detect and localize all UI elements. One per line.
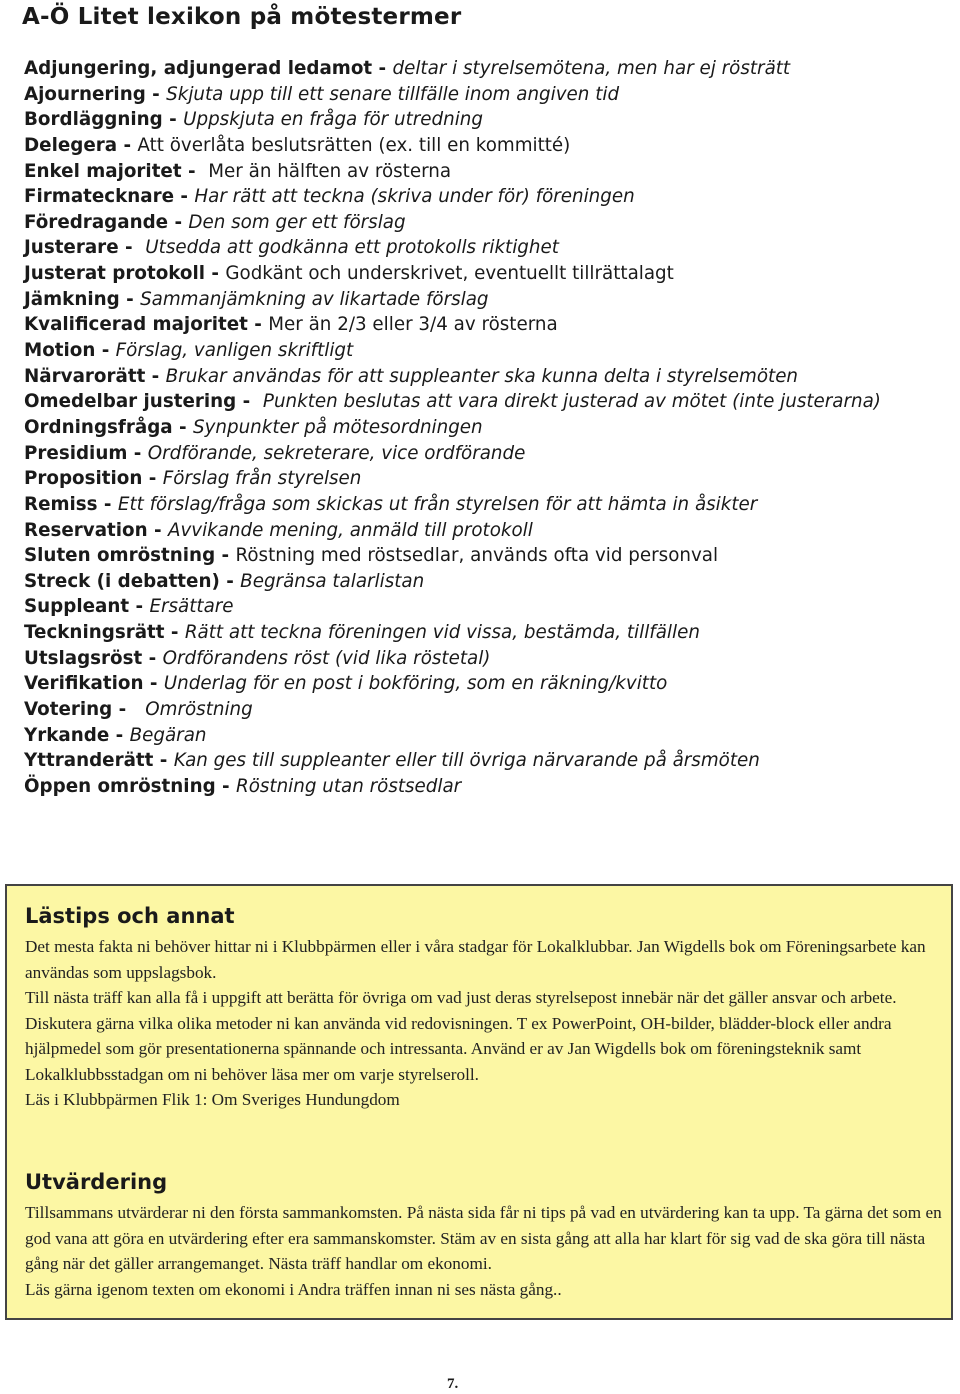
glossary-separator: - [162, 109, 184, 131]
evaluation-paragraph: Tillsammans utvärderar ni den första sammankomsten. På nästa sida får ni tips på vad en utvärdering kan ta upp. Ta gärna det som en god vana att göra en utvärdering efter era sammanskomster. Stäm av en sista gång att alla har klart för sig vad de ska göra till nästa gång när det gäller arrangemanget. Nästa träff handlar om ekonomi. [25, 1203, 942, 1273]
glossary-definition: Avvikande mening, anmäld till protokoll [167, 519, 533, 541]
glossary-entry [24, 620, 944, 646]
glossary-separator: - [247, 314, 269, 336]
glossary-definition: Ordförande, sekreterare, vice ordförande [147, 442, 526, 464]
glossary-definition: Rätt att teckna föreningen vid vissa, bestämda, tillfällen [184, 622, 700, 644]
glossary-definition: Begäran [129, 724, 207, 746]
glossary-definition: Kan ges till suppleanter eller till övriga närvarande på årsmöten [173, 750, 760, 772]
glossary-entry [24, 56, 944, 82]
glossary-definition: Synpunkter på mötesordningen [192, 416, 483, 438]
glossary-separator: - [129, 596, 150, 618]
glossary-term: Kvalificerad majoritet [24, 314, 248, 336]
glossary-entry [24, 159, 944, 185]
glossary-separator: - [117, 134, 138, 156]
glossary-entry [24, 518, 944, 544]
glossary-separator: - [142, 647, 163, 669]
glossary-entry [24, 723, 944, 749]
glossary-separator: - [119, 288, 141, 310]
tips-heading: Lästips och annat [25, 904, 235, 928]
glossary-entry [24, 184, 944, 210]
glossary-term: Jämkning [24, 288, 120, 310]
glossary-definition: Skjuta upp till ett senare tillfälle inom angiven tid [166, 83, 620, 105]
page-number: 7. [447, 1376, 459, 1392]
glossary-separator: - [168, 211, 189, 233]
glossary-separator: - [153, 750, 174, 772]
glossary-separator: - [127, 442, 148, 464]
glossary-term: Justerare [24, 237, 119, 259]
glossary-separator: - [97, 493, 118, 515]
glossary-entry [24, 748, 944, 774]
glossary-term: Proposition [24, 468, 143, 490]
glossary-definition: Röstning utan röstsedlar [236, 775, 462, 797]
glossary-definition: Att överlåta beslutsrätten (ex. till en kommitté) [137, 134, 571, 156]
glossary-entry [24, 774, 944, 800]
glossary-entry [24, 671, 944, 697]
glossary-term: Bordläggning [24, 109, 163, 131]
glossary-term: Presidium [24, 442, 128, 464]
tips-paragraph: Läs i Klubbpärmen Flik 1: Om Sveriges Hundungdom [25, 1090, 400, 1109]
glossary-term: Öppen omröstning [24, 775, 216, 797]
glossary-list [24, 56, 944, 800]
glossary-entry [24, 107, 944, 133]
glossary-separator: - [215, 545, 236, 567]
glossary-term: Utslagsröst [24, 647, 143, 669]
glossary-separator: - [172, 416, 193, 438]
glossary-entry [24, 364, 944, 390]
glossary-definition: Brukar användas för att suppleanter ska kunna delta i styrelsemöten [165, 365, 799, 387]
glossary-separator: - [219, 570, 241, 592]
glossary-entry [24, 287, 944, 313]
glossary-definition: Ett förslag/fråga som skickas ut från styrelsen för att hämta in åsikter [117, 493, 758, 515]
glossary-term: Reservation [24, 519, 148, 541]
glossary-term: Yrkande [24, 724, 110, 746]
glossary-term: Ajournering [24, 83, 146, 105]
glossary-definition: Godkänt och underskrivet, eventuellt tillrättalagt [225, 263, 674, 285]
glossary-separator: - [164, 622, 185, 644]
glossary-entry [24, 569, 944, 595]
glossary-term: Ordningsfråga [24, 416, 173, 438]
glossary-separator: - [372, 58, 393, 79]
glossary-separator: - [215, 775, 237, 797]
evaluation-heading: Utvärdering [25, 1170, 168, 1194]
glossary-separator: - [174, 186, 195, 208]
info-box [5, 884, 953, 1320]
glossary-separator: - [236, 391, 263, 413]
glossary-separator: - [95, 340, 116, 362]
glossary-definition: Utsedda att godkänna ett protokolls riktighet [145, 237, 559, 259]
evaluation-paragraph: Läs gärna igenom texten om ekonomi i Andra träffen innan ni ses nästa gång.. [25, 1279, 562, 1299]
glossary-term: Enkel majoritet [24, 160, 182, 182]
glossary-separator: - [145, 365, 166, 387]
glossary-term: Närvarorätt [24, 365, 146, 387]
glossary-term: Verifikation [24, 673, 144, 695]
glossary-term: Streck (i debatten) [24, 570, 220, 592]
tips-text [25, 934, 940, 1113]
glossary-separator: - [112, 699, 146, 721]
tips-paragraph: Diskutera gärna vilka olika metoder ni kan använda vid redovisningen. T ex PowerPoint, OH-bilder, blädder-block eller andra hjälpmedel som gör presentationerna spännande och intressanta. Använd er av Jan Wigdells bok om föreningsteknik samt Lokalklubbsstadgan om ni behöver läsa mer om varje styrelseroll. [25, 1013, 892, 1084]
glossary-definition: Omröstning [145, 699, 253, 721]
glossary-definition: Underlag för en post i bokföring, som en räkning/kvitto [163, 673, 668, 695]
glossary-term: Teckningsrätt [24, 622, 165, 644]
glossary-definition: Ersättare [149, 596, 234, 618]
glossary-term: Motion [24, 340, 96, 362]
page-title: A-Ö Litet lexikon på mötestermer [22, 4, 462, 30]
glossary-entry [24, 415, 944, 441]
glossary-definition: Sammanjämkning av likartade förslag [140, 288, 489, 310]
glossary-entry [24, 389, 944, 415]
glossary-term: Adjungering, adjungerad ledamot [24, 58, 373, 79]
glossary-entry [24, 441, 944, 467]
glossary-entry [24, 697, 944, 723]
glossary-definition: Har rätt att teckna (skriva under för) föreningen [194, 186, 635, 208]
glossary-entry [24, 133, 944, 159]
glossary-separator: - [109, 724, 130, 746]
glossary-separator: - [145, 83, 167, 105]
glossary-definition: deltar i styrelsemötena, men har ej rösträtt [392, 58, 791, 79]
glossary-separator: - [205, 263, 226, 285]
glossary-entry [24, 338, 944, 364]
glossary-term: Justerat protokoll [24, 263, 206, 285]
glossary-term: Suppleant [24, 596, 130, 618]
glossary-definition: Förslag, vanligen skriftligt [115, 340, 354, 362]
glossary-definition: Mer än hälften av rösterna [208, 160, 452, 182]
glossary-separator: - [118, 237, 146, 259]
glossary-definition: Ordförandens röst (vid lika röstetal) [162, 647, 491, 669]
glossary-term: Remiss [24, 493, 98, 515]
glossary-entry [24, 466, 944, 492]
glossary-term: Föredragande [24, 211, 169, 233]
glossary-entry [24, 492, 944, 518]
glossary-definition: Uppskjuta en fråga för utredning [183, 109, 483, 131]
glossary-entry [24, 210, 944, 236]
glossary-term: Votering [24, 699, 113, 721]
glossary-definition: Punkten beslutas att vara direkt justerad av mötet (inte justerarna) [262, 391, 881, 413]
glossary-entry [24, 261, 944, 287]
glossary-definition: Röstning med röstsedlar, används ofta vid personval [235, 545, 719, 567]
glossary-entry [24, 235, 944, 261]
glossary-term: Yttranderätt [24, 750, 154, 772]
glossary-term: Firmatecknare [24, 186, 175, 208]
glossary-definition: Begränsa talarlistan [240, 570, 425, 592]
glossary-entry [24, 646, 944, 672]
glossary-entry [24, 594, 944, 620]
glossary-entry [24, 543, 944, 569]
glossary-entry [24, 312, 944, 338]
glossary-entry [24, 82, 944, 108]
evaluation-text [25, 1200, 949, 1302]
glossary-term: Omedelbar justering [24, 391, 237, 413]
glossary-term: Sluten omröstning [24, 545, 216, 567]
tips-paragraph: Till nästa träff kan alla få i uppgift att berätta för övriga om vad just deras styrelsepost innebär när det gäller ansvar och arbete. [25, 988, 897, 1007]
tips-paragraph: Det mesta fakta ni behöver hittar ni i Klubbpärmen eller i våra stadgar för Lokalklubbar. Jan Wigdells bok om Föreningsarbete kan användas som uppslagsbok. [25, 937, 926, 982]
glossary-definition: Mer än 2/3 eller 3/4 av rösterna [268, 314, 558, 336]
glossary-separator: - [181, 160, 209, 182]
glossary-term: Delegera [24, 134, 118, 156]
glossary-separator: - [147, 519, 168, 541]
glossary-separator: - [143, 673, 164, 695]
glossary-separator: - [142, 468, 163, 490]
glossary-definition: Förslag från styrelsen [162, 468, 362, 490]
glossary-definition: Den som ger ett förslag [188, 211, 406, 233]
